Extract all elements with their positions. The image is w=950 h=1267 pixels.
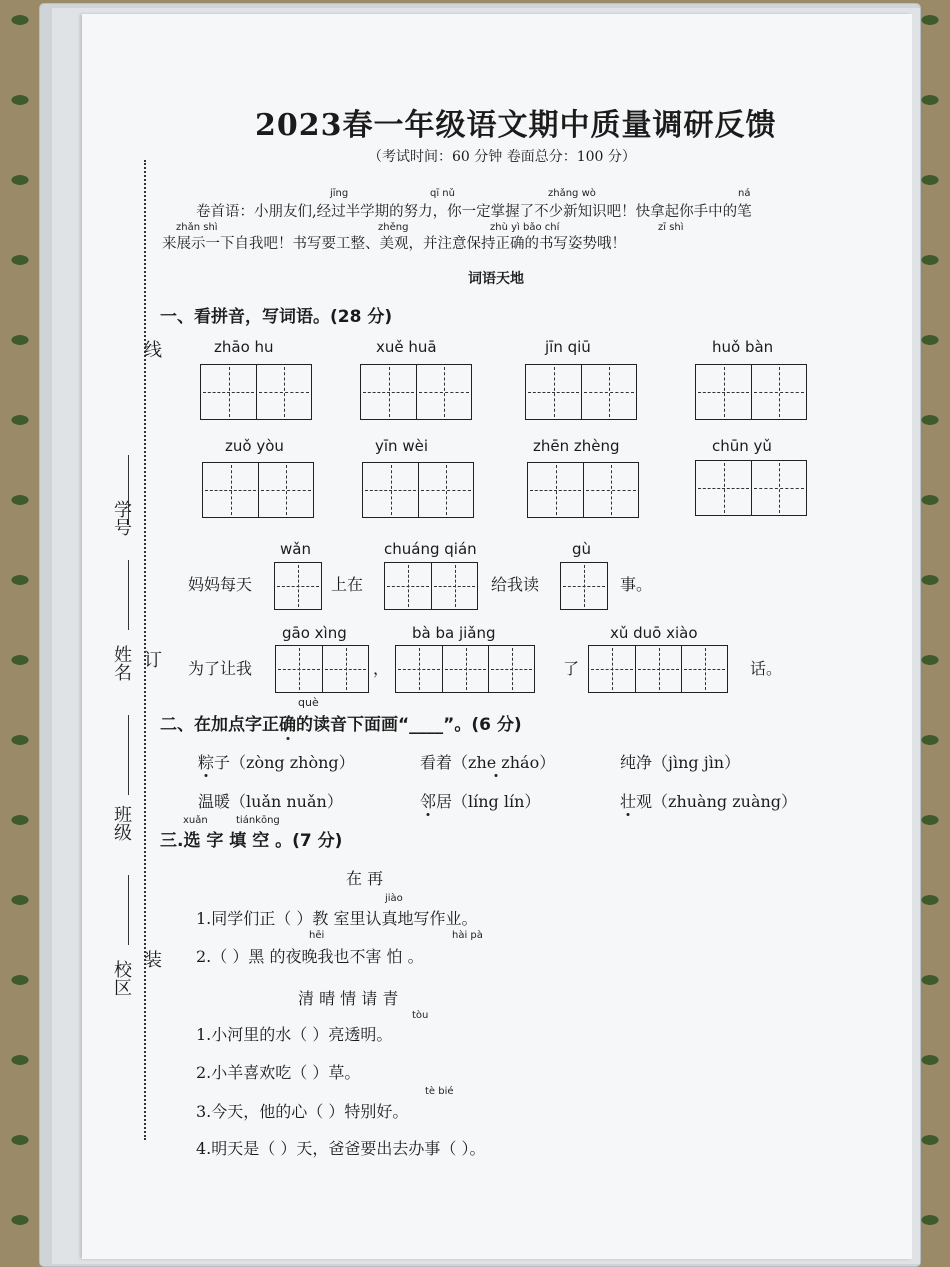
q1-pinyin: jīn qiū [545, 338, 591, 356]
q1-pinyin: chūn yǔ [712, 437, 772, 455]
writing-grid[interactable] [395, 645, 535, 693]
sentence-text: 为了让我 [188, 659, 253, 678]
q2-item [198, 789, 343, 812]
q1-pinyin: zhāo hu [214, 338, 274, 356]
q2-item [420, 750, 555, 773]
sentence-text: ， [373, 659, 390, 678]
word-choices-1: 在 再 [346, 869, 384, 888]
writing-grid[interactable] [525, 364, 637, 420]
pinyin-annotation: hài pà [452, 930, 483, 941]
q2-item-char: 壮 [620, 792, 637, 811]
sentence-text: 话。 [750, 659, 783, 678]
q1-pinyin: gù [572, 540, 592, 558]
writing-grid[interactable] [275, 645, 369, 693]
q2-item-char: 纯 [620, 753, 637, 772]
word-choices-2: 清 晴 情 请 青 [298, 989, 399, 1008]
sentence-text: 妈妈每天 [188, 575, 253, 594]
sentence-text: 事。 [620, 575, 653, 594]
label-ding: 订 [141, 650, 162, 668]
q1-pinyin: chuáng qián [384, 540, 477, 558]
label-zhuang: 装 [141, 950, 162, 968]
writing-grid[interactable] [362, 462, 474, 518]
q1-pinyin: xǔ duō xiào [610, 624, 698, 642]
pinyin-annotation: xuǎn [183, 815, 208, 826]
q1-pinyin: huǒ bàn [712, 338, 774, 356]
xiaoqu-line [128, 875, 129, 945]
section-heading: 词语天地 [468, 271, 524, 287]
q1-title: 一、看拼音，写词语。(28 分) [160, 307, 393, 327]
pinyin-annotation: qī nǔ [430, 188, 455, 199]
writing-grid[interactable] [560, 562, 608, 610]
fill-sentence: 1.小河里的水（ ）亮透明。 [196, 1025, 393, 1044]
writing-grid[interactable] [360, 364, 472, 420]
writing-grid[interactable] [527, 462, 639, 518]
fill-sentence: 2.（ ）黑 的夜晚我也不害 怕 。 [196, 947, 424, 966]
fill-sentence: 2.小羊喜欢吃（ ）草。 [196, 1063, 361, 1082]
q2-item [620, 750, 740, 773]
label-xuehao: 学号 [111, 500, 132, 536]
pinyin-annotation: ná [738, 188, 751, 199]
q1-pinyin: xuě huā [376, 338, 437, 356]
q2-title-pre: 二、在加点字正 [160, 715, 279, 735]
intro-line-2: 来展示一下自我吧！书写要工整、美观，并注意保持正确的书写姿势哦！ [162, 236, 626, 252]
q1-pinyin: gāo xìng [282, 624, 347, 642]
pinyin-annotation: zhěng [378, 222, 409, 233]
q2-title-post: 的读音下面画“____”。(6 分) [296, 715, 522, 735]
q1-pinyin: zhēn zhèng [533, 437, 620, 455]
q2-title-char: 确 [279, 715, 296, 735]
fill-sentence: 4.明天是（ ）天，爸爸要出去办事（ ）。 [196, 1139, 486, 1158]
q2-item-rest: 子（zòng zhòng） [214, 753, 355, 772]
sentence-text: 上在 [331, 575, 364, 594]
writing-grid[interactable] [202, 462, 314, 518]
pinyin-annotation: jiào [385, 893, 403, 904]
writing-grid[interactable] [695, 460, 807, 516]
q2-item-rest: 着（zhe zháo） [436, 753, 556, 772]
sentence-text: 给我读 [491, 575, 540, 594]
q1-pinyin: bà ba jiǎng [412, 624, 496, 642]
pinyin-annotation: tè bié [425, 1086, 454, 1097]
q2-item-rest: 居（líng lín） [436, 792, 541, 811]
fill-sentence: 1.同学们正（ ）教 室里认真地写作业。 [196, 909, 478, 928]
label-xian: 线 [141, 340, 162, 358]
q2-item-char: 粽 [198, 753, 215, 772]
pinyin-annotation: hēi [309, 930, 325, 941]
q2-item-rest: 净（jìng jìn） [636, 753, 741, 772]
pinyin-annotation: què [298, 696, 319, 709]
writing-grid[interactable] [274, 562, 322, 610]
writing-grid[interactable] [200, 364, 312, 420]
writing-grid[interactable] [588, 645, 728, 693]
q2-item-char: 看 [420, 753, 437, 772]
q2-item [620, 789, 797, 812]
q2-item [198, 750, 355, 773]
exam-info: （考试时间：60 分钟 卷面总分：100 分） [368, 149, 636, 165]
banji-line [128, 715, 129, 795]
pinyin-annotation: jīng [330, 188, 349, 199]
intro-line-1: 卷首语：小朋友们,经过半学期的努力，你一定掌握了不少新知识吧！快拿起你手中的笔 [196, 204, 752, 220]
page-title: 2023春一年级语文期中质量调研反馈 [255, 108, 777, 143]
q1-pinyin: yīn wèi [375, 437, 428, 455]
q2-item-rest: 观（zhuàng zuàng） [636, 792, 798, 811]
q3-title: 三.选 字 填 空 。(7 分) [160, 831, 343, 851]
label-xingming: 姓名 [111, 645, 132, 681]
writing-grid[interactable] [384, 562, 478, 610]
q2-item-char: 温 [198, 792, 215, 811]
sentence-text: 了 [563, 659, 580, 678]
writing-grid[interactable] [695, 364, 807, 420]
q2-item-rest: 暖（luǎn nuǎn） [214, 792, 343, 811]
label-banji: 班级 [111, 805, 132, 841]
q2-item-char: 邻 [420, 792, 437, 811]
q2-item [420, 789, 540, 812]
pinyin-annotation: tòu [412, 1010, 429, 1021]
fill-sentence: 3.今天，他的心（ ）特别好。 [196, 1102, 409, 1121]
pinyin-annotation: zhǎng wò [548, 188, 596, 199]
q2-title [160, 710, 522, 735]
pinyin-annotation: zī shì [658, 222, 684, 233]
xingming-line [128, 560, 129, 630]
pinyin-annotation: tiánkōng [236, 815, 280, 826]
pinyin-annotation: zhù yì bǎo chí [490, 222, 560, 233]
q1-pinyin: zuǒ yòu [225, 437, 284, 455]
pinyin-annotation: zhǎn shì [176, 222, 218, 233]
q1-pinyin: wǎn [280, 540, 311, 558]
label-xiaoqu: 校区 [111, 960, 132, 996]
